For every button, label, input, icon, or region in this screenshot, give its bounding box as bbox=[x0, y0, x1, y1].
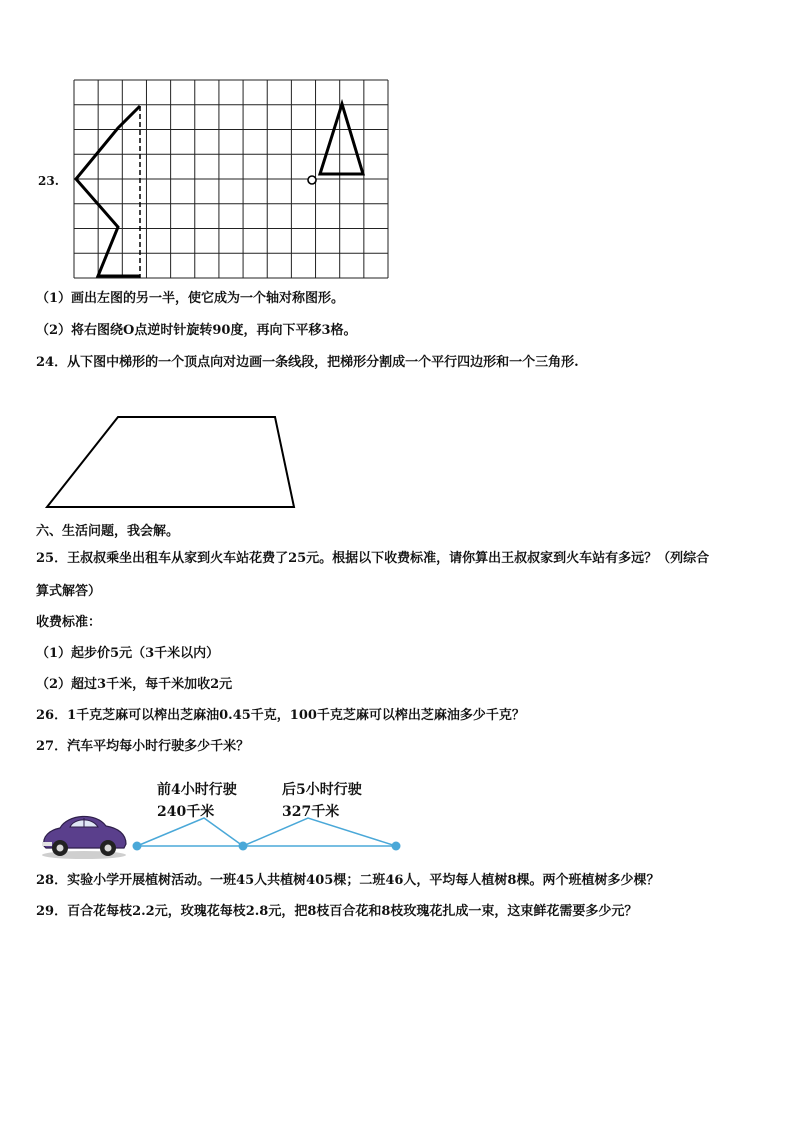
left-half-figure bbox=[76, 106, 140, 276]
distance-diagram bbox=[128, 812, 408, 856]
right-triangle-figure bbox=[320, 104, 363, 174]
question-29-text: 29．百合花每枝2.2元，玫瑰花每枝2.8元，把8枝百合花和8枝玫瑰花扎成一束，这束鲜花需要多少元？ bbox=[36, 904, 638, 919]
question-23-number: 23. bbox=[38, 174, 59, 188]
rotation-point-o bbox=[308, 176, 316, 184]
grid-figure bbox=[72, 78, 390, 280]
segment-2-brace bbox=[243, 818, 396, 846]
segment-2-label: 后5小时行驶 327千米 bbox=[282, 782, 362, 820]
question-23-sub2: （2）将右图绕O点逆时针旋转90度，再向下平移3格。 bbox=[36, 323, 357, 338]
segment-1-brace bbox=[137, 818, 243, 846]
section-6-title: 六、生活问题，我会解。 bbox=[36, 524, 180, 539]
question-25-line1: 25．王叔叔乘坐出租车从家到火车站花费了25元。根据以下收费标准，请你算出王叔叔家到火车站有多远？（列综合 bbox=[36, 551, 710, 566]
segment-1-label: 前4小时行驶 240千米 bbox=[157, 782, 237, 820]
fee-rule-1: （1）起步价5元（3千米以内） bbox=[36, 646, 220, 661]
end-point bbox=[392, 842, 401, 851]
question-26-text: 26．1千克芝麻可以榨出芝麻油0.45千克，100千克芝麻可以榨出芝麻油多少千克？ bbox=[36, 708, 525, 723]
fee-rule-2: （2）超过3千米，每千米加收2元 bbox=[36, 677, 233, 692]
start-point bbox=[133, 842, 142, 851]
fee-standard-title: 收费标准： bbox=[36, 615, 102, 630]
car-icon bbox=[38, 808, 130, 860]
trapezoid-figure bbox=[44, 412, 300, 512]
question-28-text: 28．实验小学开展植树活动。一班45人共植树405棵；二班46人，平均每人植树8棵。两个班植树多少棵？ bbox=[36, 873, 660, 888]
middle-point bbox=[239, 842, 248, 851]
question-27-text: 27．汽车平均每小时行驶多少千米？ bbox=[36, 739, 250, 754]
question-23-sub1: （1）画出左图的另一半，使它成为一个轴对称图形。 bbox=[36, 291, 345, 306]
question-25-line2: 算式解答） bbox=[36, 584, 102, 599]
question-24-text: 24．从下图中梯形的一个顶点向对边画一条线段，把梯形分割成一个平行四边形和一个三角形. bbox=[36, 355, 579, 370]
